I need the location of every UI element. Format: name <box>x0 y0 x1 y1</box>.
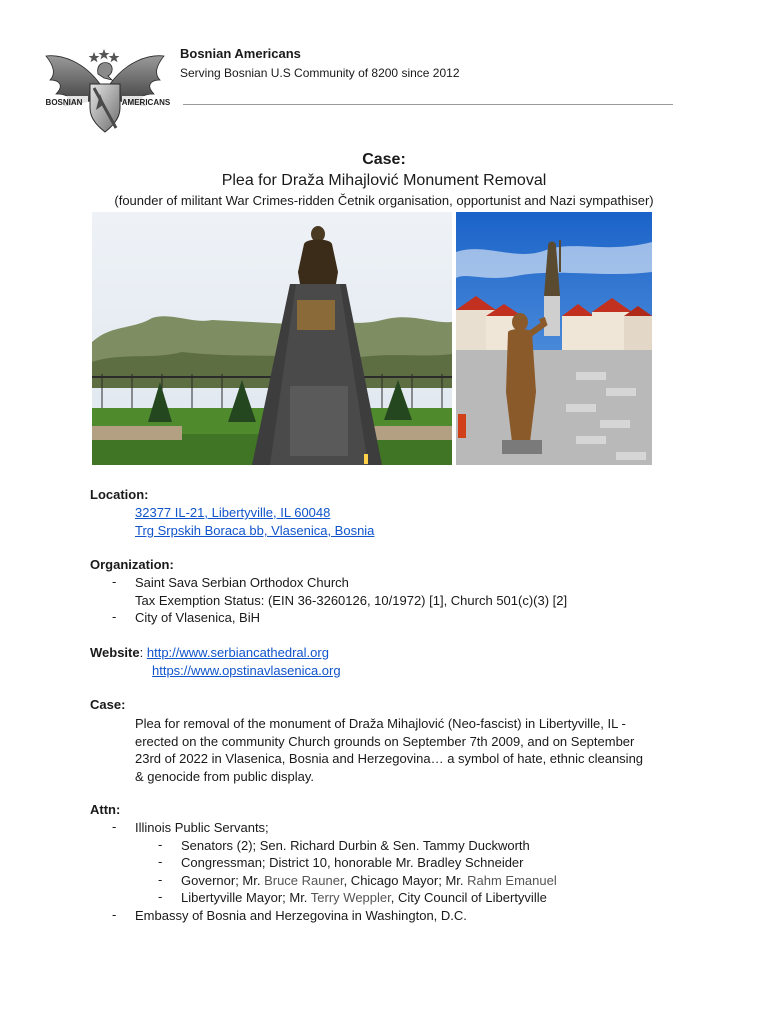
attn-mayor-prefix: , Chicago Mayor; Mr. <box>343 873 468 888</box>
case-line: erected on the community Church grounds on September 7th 2009, and on September <box>135 733 635 749</box>
bullet-dash: - <box>158 854 163 869</box>
attn-city-council: , City Council of Libertyville <box>390 890 547 905</box>
organization-label: Organization: <box>90 557 174 572</box>
attn-governor-prefix: Governor; Mr. <box>181 873 265 888</box>
bullet-dash: - <box>112 574 117 589</box>
attn-sub-congressman: Congressman; District 10, honorable Mr. Bradley Schneider <box>181 855 524 870</box>
attn-libertyville-mayor-name: Terry Weppler <box>310 890 391 905</box>
attn-sub-senators: Senators (2); Sen. Richard Durbin & Sen. Tammy Duckworth <box>181 838 530 853</box>
organization-name: Bosnian Americans <box>180 46 301 61</box>
bullet-dash: - <box>112 819 117 834</box>
organization-item-church: Saint Sava Serbian Orthodox Church <box>135 575 349 590</box>
attn-item-illinois: Illinois Public Servants; <box>135 820 269 835</box>
eagle-emblem-icon <box>40 44 170 136</box>
organization-tax-status: Tax Exemption Status: (EIN 36-3260126, 10/1972) [1], Church 501(c)(3) [2] <box>135 593 568 608</box>
website-row <box>90 644 329 662</box>
header-divider <box>183 104 673 105</box>
organization-item-city: City of Vlasenica, BiH <box>135 610 260 625</box>
bullet-dash: - <box>112 907 117 922</box>
website-link-opstinavlasenica[interactable]: https://www.opstinavlasenica.org <box>152 663 341 678</box>
logo-left-text: BOSNIAN <box>45 98 83 107</box>
location-link-vlasenica[interactable]: Trg Srpskih Boraca bb, Vlasenica, Bosnia <box>135 523 375 538</box>
case-subtitle: (founder of militant War Crimes-ridden Četnik organisation, opportunist and Nazi sympathiser) <box>114 193 654 208</box>
case-heading: Case: <box>362 151 406 168</box>
attn-label: Attn: <box>90 802 121 817</box>
organization-tagline: Serving Bosnian U.S Community of 8200 since 2012 <box>180 66 460 80</box>
case-paragraph <box>135 715 680 785</box>
bullet-dash: - <box>112 609 117 624</box>
attn-item-embassy: Embassy of Bosnia and Herzegovina in Washington, D.C. <box>135 908 467 923</box>
bosnian-americans-logo <box>40 44 170 136</box>
case-line: & genocide from public display. <box>135 768 314 784</box>
logo-right-text: AMERICANS <box>121 98 170 107</box>
bullet-dash: - <box>158 872 163 887</box>
attn-libertyville-prefix: Libertyville Mayor; Mr. <box>181 890 311 905</box>
attn-mayor-name: Rahm Emanuel <box>467 873 557 888</box>
case-line: Plea for removal of the monument of Draža Mihajlović (Neo-fascist) in Libertyville, IL - <box>135 716 626 731</box>
case-line: 23rd of 2022 in Vlasenica, Bosnia and Herzegovina… a symbol of hate, ethnic cleansing <box>135 751 644 767</box>
location-link-libertyville[interactable]: 32377 IL-21, Libertyville, IL 60048 <box>135 505 331 520</box>
attn-sub-governor <box>181 872 557 890</box>
website-colon: : <box>139 645 144 660</box>
case-label: Case: <box>90 697 126 712</box>
bullet-dash: - <box>158 837 163 852</box>
vlasenica-monument-photo <box>456 212 652 465</box>
libertyville-monument-photo <box>92 212 452 465</box>
location-label: Location: <box>90 487 149 502</box>
website-label: Website <box>90 645 140 660</box>
attn-sub-libertyville-mayor <box>181 889 547 907</box>
website-link-serbiancathedral[interactable]: http://www.serbiancathedral.org <box>146 645 329 660</box>
bullet-dash: - <box>158 889 163 904</box>
attn-governor-name: Bruce Rauner <box>264 873 344 888</box>
case-title: Plea for Draža Mihajlović Monument Removal <box>221 172 547 189</box>
